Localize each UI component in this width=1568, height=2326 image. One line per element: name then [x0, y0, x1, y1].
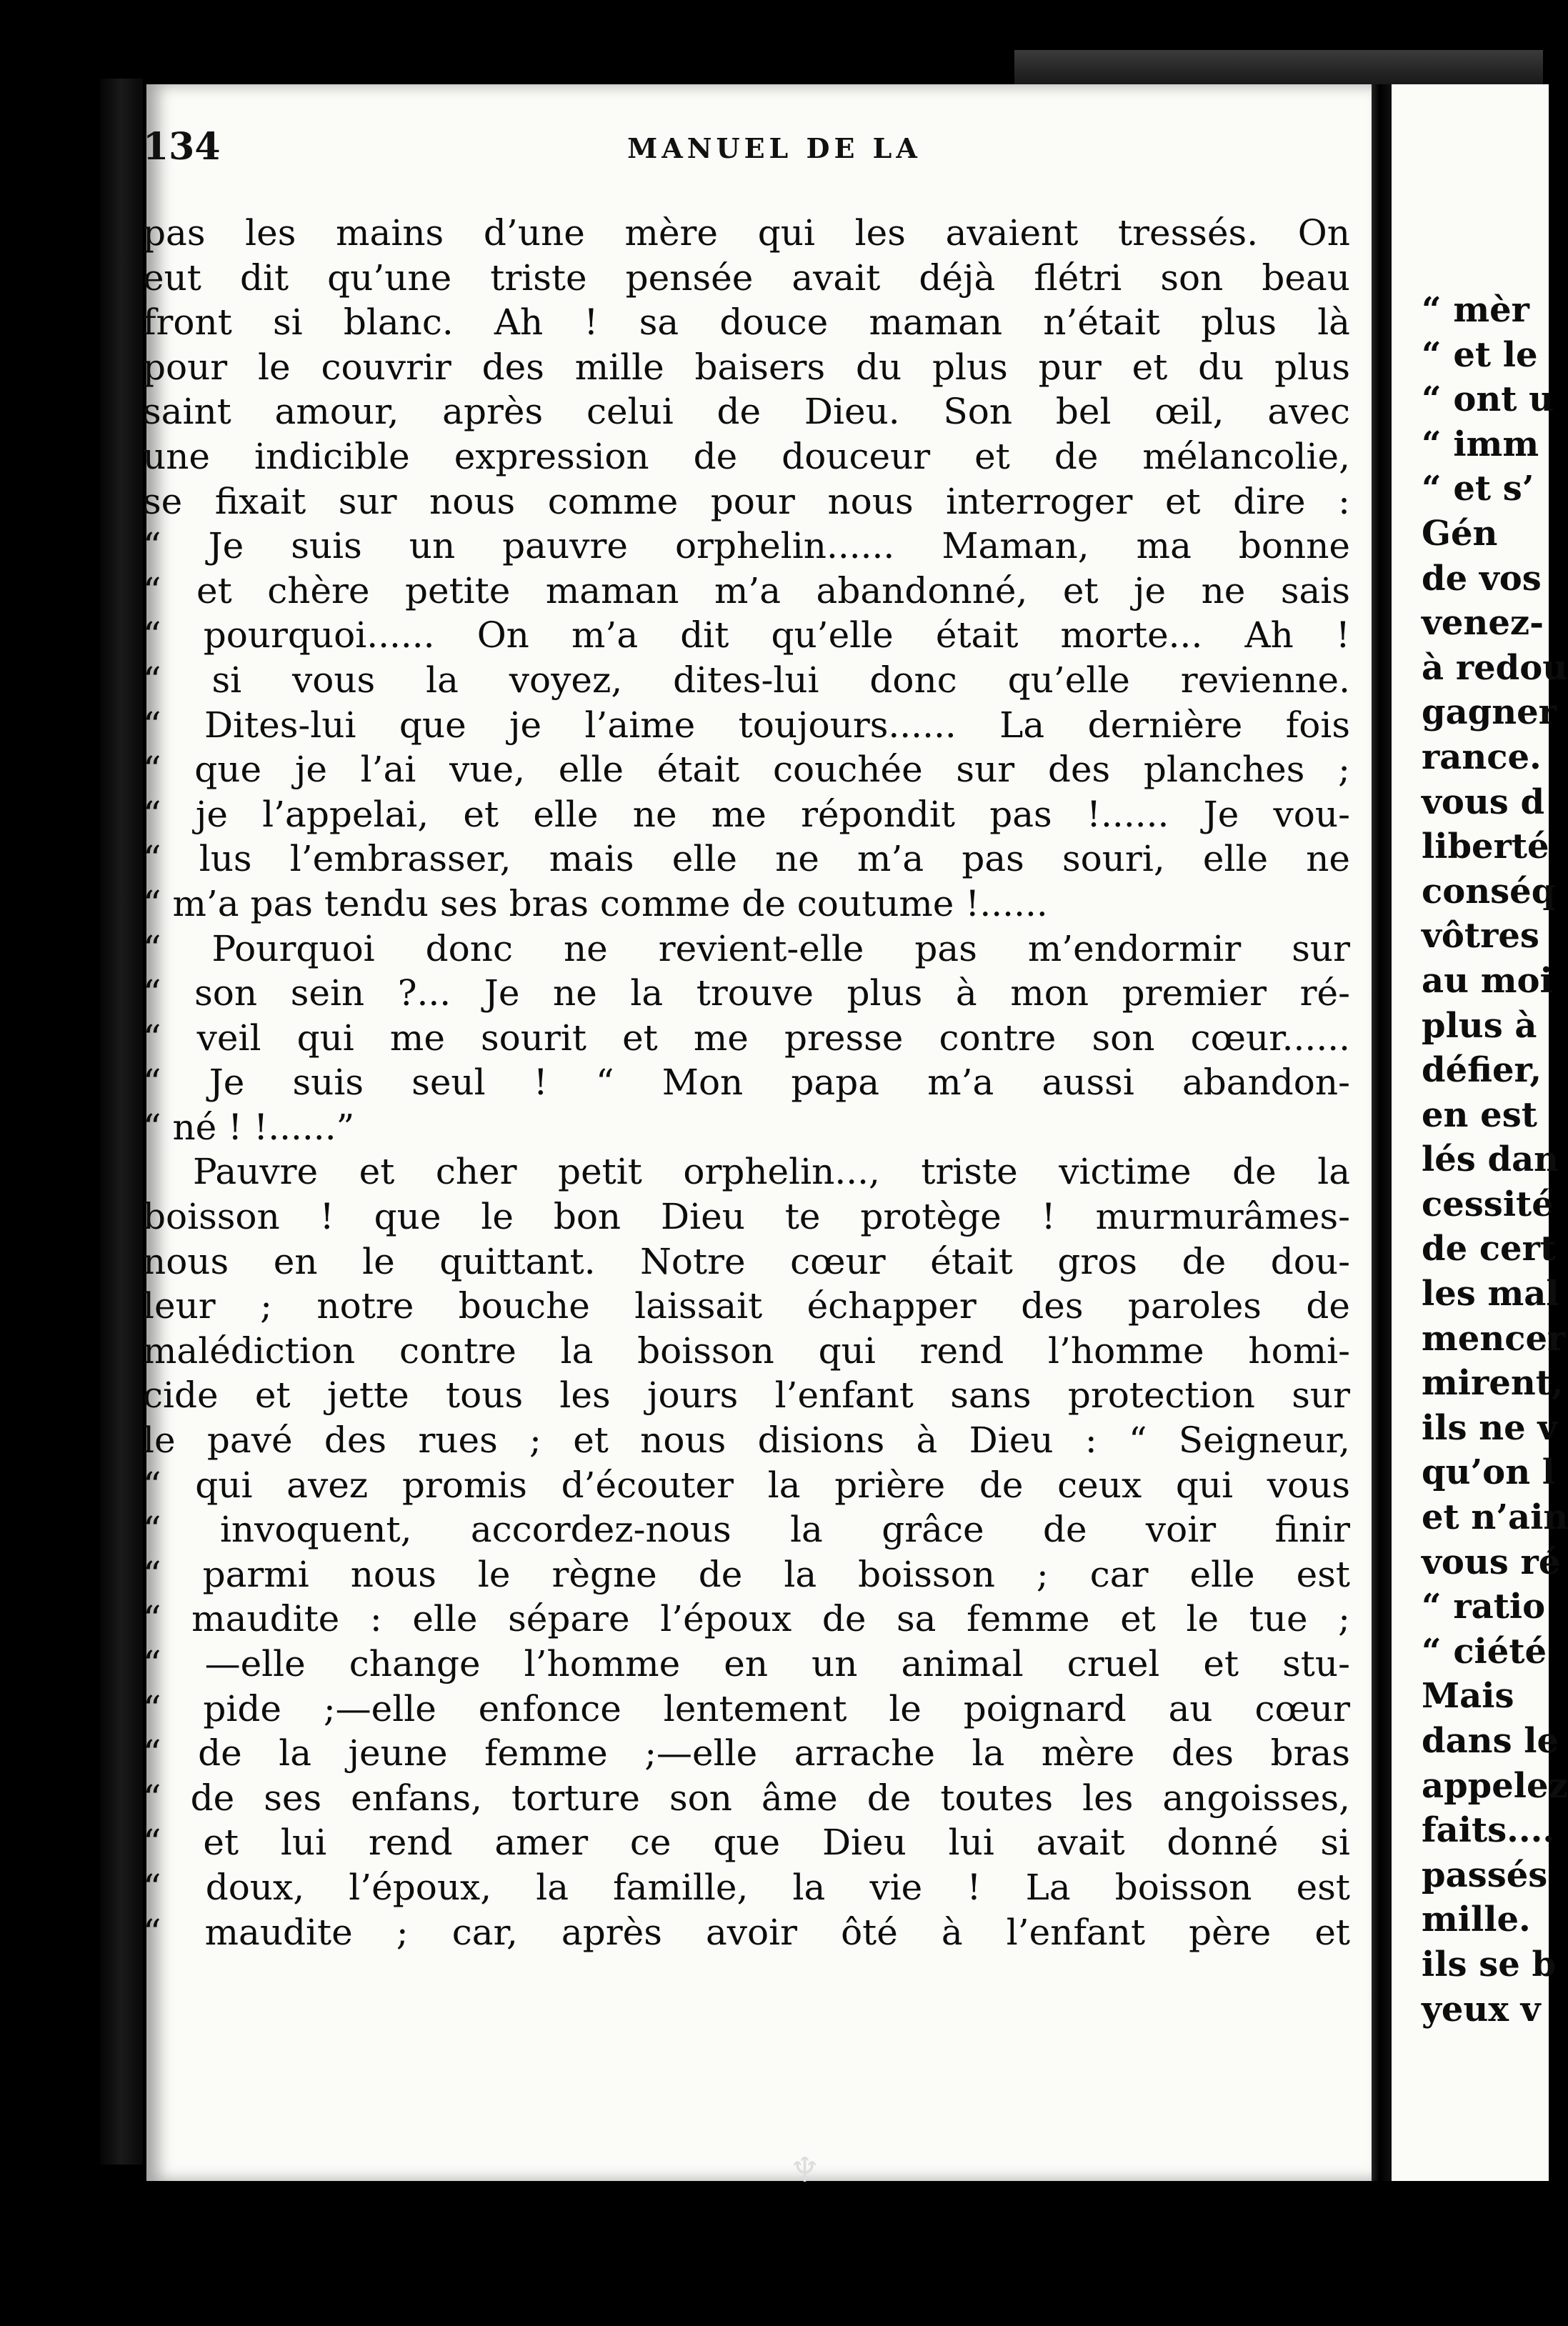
running-head: MANUEL DE LA	[627, 132, 922, 164]
text-line: malédiction contre la boisson qui rend l’homme homi-	[143, 1329, 1350, 1372]
text-line: “ veil qui me sourit et me presse contre son cœur......	[143, 1017, 1350, 1059]
text-line: “ Dites-lui que je l’aime toujours...... La dernière fois	[143, 704, 1350, 746]
text-line: “ lus l’embrasser, mais elle ne m’a pas souri, elle ne	[143, 838, 1350, 880]
text-line: à redou	[1422, 647, 1568, 688]
text-line: “ —elle change l’homme en un animal cruel et stu-	[143, 1643, 1350, 1684]
text-line: venez-	[1422, 603, 1544, 644]
text-line: yeux v	[1422, 1989, 1541, 2030]
text-line: “ son sein ?... Je ne la trouve plus à mon premier ré-	[143, 972, 1350, 1014]
text-line: boisson ! que le bon Dieu te protège ! murmurâmes-	[143, 1196, 1350, 1238]
text-line: de vos	[1422, 558, 1542, 599]
right-page	[1392, 84, 1568, 2181]
text-line: Mais	[1422, 1676, 1514, 1717]
text-line: les mal	[1422, 1274, 1559, 1314]
text-line: se fixait sur nous comme pour nous interroger et dire :	[143, 480, 1350, 522]
text-line: “ mèr	[1422, 290, 1529, 330]
text-line: “ imm	[1422, 424, 1539, 464]
text-line: de cert	[1422, 1229, 1557, 1269]
text-line: vous ré	[1422, 1542, 1561, 1582]
left-page-text	[143, 211, 1350, 1955]
text-line: défier,	[1422, 1050, 1542, 1091]
text-line: “ de ses enfans, torture son âme de toutes les angoisses,	[143, 1777, 1350, 1819]
text-line: rance.	[1422, 737, 1542, 777]
text-line: passés	[1422, 1855, 1548, 1895]
text-line: pas les mains d’une mère qui les avaient tressés. On	[143, 212, 1350, 254]
text-line: “ et chère petite maman m’a abandonné, et je ne sais	[143, 569, 1350, 612]
text-line: “ pide ;—elle enfonce lentement le poignard au cœur	[143, 1687, 1350, 1729]
page-number: 134	[143, 125, 221, 169]
text-line: mencer	[1422, 1318, 1566, 1359]
text-line: appelez	[1422, 1765, 1568, 1806]
text-line: ils ne v	[1422, 1407, 1558, 1448]
text-line: “ ciété	[1422, 1631, 1547, 1672]
text-line: “ que je l’ai vue, elle était couchée sur des planches ;	[143, 749, 1350, 791]
text-line: “ Je suis un pauvre orphelin...... Maman, ma bonne	[143, 525, 1350, 567]
text-line: nous en le quittant. Notre cœur était gros de dou-	[143, 1240, 1350, 1282]
text-line: en est	[1422, 1094, 1537, 1135]
text-line: “ m’a pas tendu ses bras comme de coutume !......	[143, 882, 1048, 924]
text-line: “ ont u	[1422, 379, 1554, 420]
text-line: “ et le	[1422, 334, 1538, 375]
text-line: le pavé des rues ; et nous disions à Dieu : “ Seigneur,	[143, 1419, 1350, 1462]
text-line: front si blanc. Ah ! sa douce maman n’était plus là	[143, 301, 1350, 344]
text-line: “ et s’	[1422, 469, 1534, 509]
text-line: mirent,	[1422, 1363, 1564, 1404]
text-line: “ et lui rend amer ce que Dieu lui avait donné si	[143, 1822, 1350, 1864]
text-line: conséq	[1422, 871, 1556, 912]
text-line: vôtres	[1422, 916, 1539, 957]
text-line: mille.	[1422, 1900, 1531, 1940]
text-line: lés dan	[1422, 1139, 1559, 1180]
text-line: “ Je suis seul ! “ Mon papa m’a aussi abandon-	[143, 1062, 1350, 1104]
text-line: cide et jette tous les jours l’enfant sans protection sur	[143, 1374, 1350, 1417]
text-line: plus à	[1422, 1005, 1537, 1046]
text-line: “ parmi nous le règne de la boisson ; car elle est	[143, 1553, 1350, 1595]
text-line: “ né ! !......”	[143, 1106, 355, 1148]
text-line: “ maudite : elle sépare l’époux de sa femme et le tue ;	[143, 1598, 1350, 1640]
text-line: “ doux, l’époux, la famille, la vie ! La boisson est	[143, 1866, 1350, 1908]
text-line: “ maudite ; car, après avoir ôté à l’enfant père et	[143, 1911, 1350, 1953]
text-line: “ invoquent, accordez-nous la grâce de voir finir	[143, 1509, 1350, 1551]
book-binding	[100, 79, 143, 2165]
text-line: “ je l’appelai, et elle ne me répondit pas !...... Je vou-	[143, 793, 1350, 835]
text-line: “ de la jeune femme ;—elle arrache la mère des bras	[143, 1732, 1350, 1775]
text-line: au moi	[1422, 960, 1553, 1001]
text-line: ils se b	[1422, 1944, 1557, 1985]
text-line: saint amour, après celui de Dieu. Son bel œil, avec	[143, 391, 1350, 433]
text-line: liberté	[1422, 827, 1549, 867]
text-line: qu’on l	[1422, 1452, 1556, 1493]
text-line: “ qui avez promis d’écouter la prière de ceux qui vous	[143, 1464, 1350, 1506]
text-line: et n’ain	[1422, 1497, 1568, 1538]
right-page-text	[1392, 288, 1568, 2032]
text-line: une indicible expression de douceur et de mélancolie,	[143, 435, 1350, 477]
text-line: eut dit qu’une triste pensée avait déjà flétri son beau	[143, 256, 1350, 299]
text-line: leur ; notre bouche laissait échapper des paroles de	[143, 1285, 1350, 1327]
text-line: gagner	[1422, 692, 1557, 733]
text-line: pour le couvrir des mille baisers du plus pur et du plus	[143, 346, 1350, 388]
text-line: “ pourquoi...... On m’a dit qu’elle était morte... Ah !	[143, 614, 1350, 657]
text-line: cessité	[1422, 1184, 1554, 1224]
page-ornament: ♆	[789, 2150, 821, 2190]
text-line: “ ratio	[1422, 1587, 1546, 1627]
text-line: Pauvre et cher petit orphelin..., triste victime de la	[193, 1151, 1350, 1193]
text-line: Gén	[1422, 513, 1498, 554]
page-gutter	[1372, 84, 1392, 2181]
text-line: vous d	[1422, 782, 1545, 822]
text-line: “ Pourquoi donc ne revient-elle pas m’endormir sur	[143, 927, 1350, 969]
text-line: faits....	[1422, 1810, 1555, 1851]
text-line: “ si vous la voyez, dites-lui donc qu’elle revienne.	[143, 659, 1350, 701]
text-line: dans le	[1422, 1721, 1559, 1761]
